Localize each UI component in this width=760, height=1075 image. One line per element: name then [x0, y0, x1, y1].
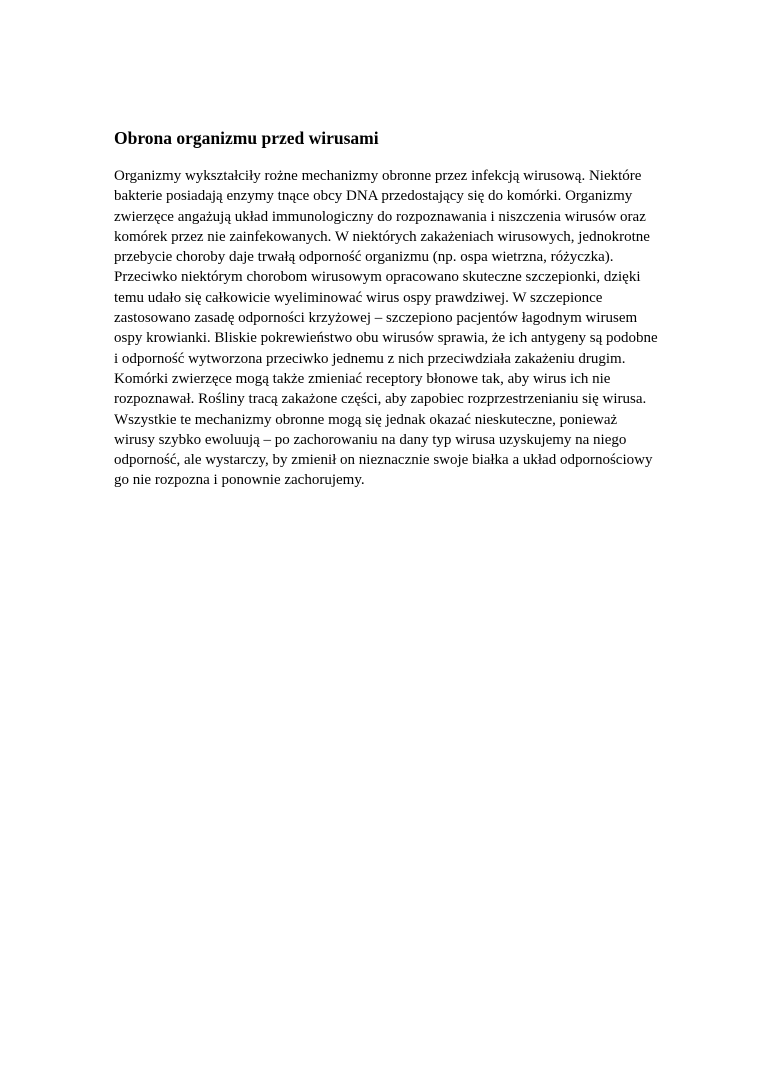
paragraph-line: temu udało się całkowicie wyeliminować wirus ospy prawdziwej. W szczepionce [114, 289, 603, 306]
body-paragraph [114, 166, 684, 491]
paragraph-line: Organizmy wykształciły rożne mechanizmy obronne przez infekcją wirusową. Niektóre [114, 168, 642, 184]
paragraph-line: ospy krowianki. Bliskie pokrewieństwo obu wirusów sprawia, że ich antygeny są podobne [114, 330, 658, 347]
paragraph-line: i odporność wytworzona przeciwko jednemu z nich przeciwdziała zakażeniu drugim. [114, 350, 626, 367]
document-content [114, 127, 684, 491]
paragraph-line: zastosowano zasadę odporności krzyżowej – szczepiono pacjentów łagodnym wirusem [114, 310, 638, 327]
paragraph-line: wirusy szybko ewoluują – po zachorowaniu na dany typ wirusa uzyskujemy na niego [114, 431, 627, 448]
document-title: Obrona organizmu przed wirusami [114, 128, 379, 148]
paragraph-line: go nie rozpozna i ponownie zachorujemy. [114, 472, 365, 489]
paragraph-line: zwierzęce angażują układ immunologiczny do rozpoznawania i niszczenia wirusów oraz [114, 208, 646, 225]
paragraph-line: komórek przez nie zainfekowanych. W niektórych zakażeniach wirusowych, jednokrotne [114, 228, 650, 245]
paragraph-line: rozpoznawał. Rośliny tracą zakażone części, aby zapobiec rozprzestrzenianiu się wirusa. [114, 391, 647, 408]
paragraph-line: Przeciwko niektórym chorobom wirusowym opracowano skuteczne szczepionki, dzięki [114, 269, 641, 286]
paragraph-line: bakterie posiadają enzymy tnące obcy DNA przedostający się do komórki. Organizmy [114, 188, 633, 205]
paragraph-line: Komórki zwierzęce mogą także zmieniać receptory błonowe tak, aby wirus ich nie [114, 370, 611, 387]
paragraph-line: przebycie choroby daje trwałą odporność organizmu (np. ospa wietrzna, różyczka). [114, 249, 614, 266]
paragraph-line: odporność, ale wystarczy, by zmienił on nieznacznie swoje białka a układ odpornościowy [114, 452, 653, 469]
paragraph-line: Wszystkie te mechanizmy obronne mogą się jednak okazać nieskuteczne, ponieważ [114, 411, 618, 428]
